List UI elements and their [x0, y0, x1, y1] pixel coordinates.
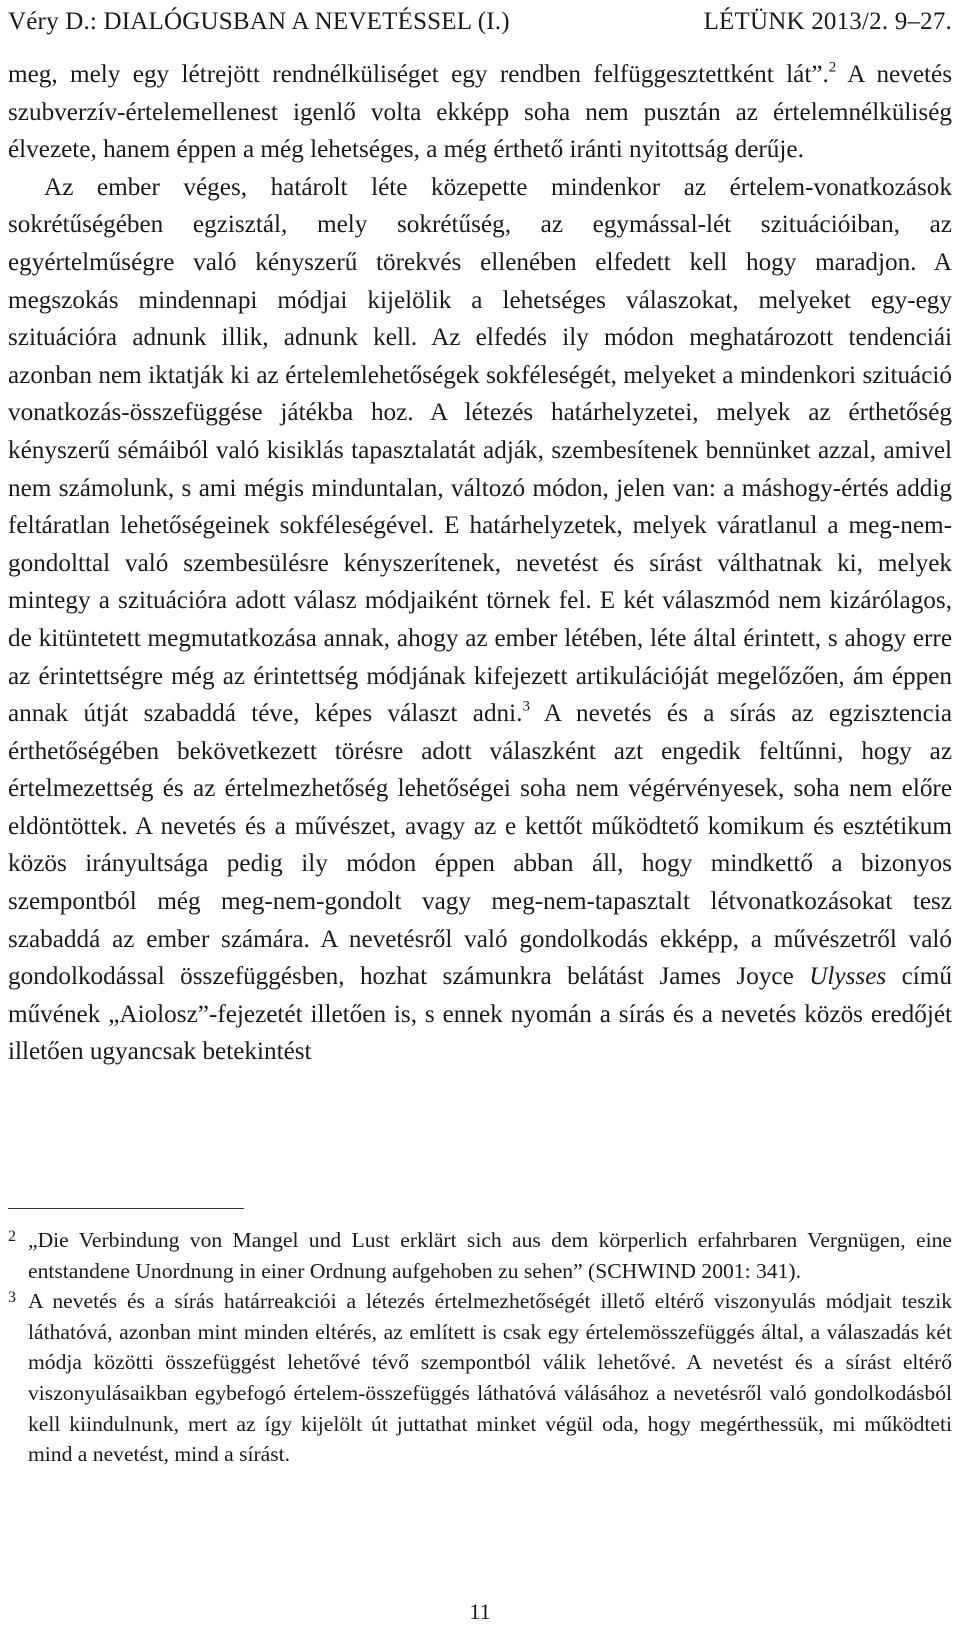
paragraph-text: A nevetés szubverzív-értelemellenest igenlő volta ekképp soha nem pusztán az értelemnélküliség élvezete, hanem éppen a még lehetséges, a még érthető iránti nyitottság derűje. — [8, 61, 952, 164]
footnote-3 — [8, 1286, 952, 1470]
running-head-journal-citation: LÉTÜNK 2013/2. 9–27. — [703, 8, 952, 35]
book-title-italic: Ulysses — [809, 963, 887, 991]
paragraph-text: meg, mely egy létrejött rendnélküliséget egy rendben felfüggesztettként lát”. — [8, 61, 829, 88]
footnote-text: A nevetés és a sírás határreakciói a létezés értelmezhetőségét illető eltérő viszonyulás módjait teszik láthatóvá, azonban mint minden eltérés, az említett is csak egy értelemösszefüggés által, a válaszadás két módja közötti összefüggést lehetővé tévő szempontból válik lehetővé. A nevetést és a sírást eltérő viszonyulásaikban egybefogó értelem-összefüggés láthatóvá válásához a nevetésről való gondolkodásból kell kiindulnunk, mert az így kijelölt út juttathat minket végül oda, hogy megérthessük, mi működteti mind a nevetést, mind a sírást. — [28, 1289, 952, 1467]
paragraph-continued — [8, 56, 952, 169]
running-head-author-title: Véry D.: DIALÓGUSBAN A NEVETÉSSEL (I.) — [8, 8, 510, 35]
footnotes — [8, 1225, 952, 1470]
paragraph — [8, 169, 952, 1071]
footnote-number: 2 — [8, 1228, 16, 1245]
footnote-ref-3: 3 — [522, 698, 530, 715]
footnote-2 — [8, 1225, 952, 1286]
body-text — [8, 56, 952, 1071]
page-number: 11 — [469, 1599, 491, 1624]
paragraph-text: Az ember véges, határolt léte közepette mindenkor az értelem-vonatkozások sokrétűségében egzisztál, mely sokrétűség, az egymással-lét szituációiban, az egyértelműségre való kényszerű törekvés ellenében elfedett kell hogy maradjon. A megszokás mindennapi módjai kijelölik a lehetséges válaszokat, melyeket egy-egy szituációra adnunk illik, adnunk kell. Az elfedés ily módon meghatározott tendenciái azonban nem iktatják ki az értelemlehetőségek sokféleségét, melyeket a mindenkori szituáció vonatkozás-összefüggése játékba hoz. A létezés határhelyzetei, melyek az érthetőség kényszerű sémáiból való kisiklás tapasztalatát adják, szembesítenek bennünket azzal, amivel nem számolunk, s ami mégis minduntalan, változó módon, jelen van: a máshogy-értés addig feltáratlan lehetőségeinek sokféleségével. E határhelyzetek, melyek váratlanul a meg-nem-gondolttal való szembesülésre kényszerítenek, nevetést és sírást válthatnak ki, melyek mintegy a szituációra adott válasz módjaiként törnek fel. E két válaszmód nem kizárólagos, de kitüntetett megmutatkozása annak, ahogy az ember létében, léte által érintett, s ahogy erre az érintettségre még az érintettség módjának kifejezett artikulációját megelőzően, ám éppen annak útját szabaddá téve, képes választ adni. — [8, 173, 952, 728]
footnote-separator — [8, 1208, 244, 1209]
footnote-text: „Die Verbindung von Mangel und Lust erklärt sich aus dem körperlich erfahrbaren Vergnügen, eine entstandene Unordnung in einer Ordnung aufgehoben zu sehen” (SCHWIND 2001: 341). — [28, 1228, 952, 1283]
paragraph-text: című művének „Aiolosz”-fejezetét illetően is, s ennek nyomán a sírás és a nevetés közös eredőjét illetően ugyancsak betekintést — [8, 963, 952, 1066]
running-head — [8, 4, 952, 40]
paragraph-text: A nevetés és a sírás az egzisztencia érthetőségében bekövetkezett törésre adott válaszként azt engedik feltűnni, hogy az értelmezettség és az értelmezhetőség lehetőségei soha nem végérvényesek, soha nem előre eldöntöttek. A nevetés és a művészet, avagy az e kettőt működtető komikum és esztétikum közös irányultsága pedig ily módon éppen abban áll, hogy mindkettő a bizonyos szempontból még meg-nem-gondolt vagy meg-nem-tapasztalt létvonatkozásokat tesz szabaddá az ember számára. A nevetésről való gondolkodás ekképp, a művészetről való gondolkodással összefüggésben, hozhat számunkra belátást James Joyce — [8, 700, 952, 991]
footnote-number: 3 — [8, 1289, 16, 1307]
footnote-ref-2: 2 — [828, 59, 837, 76]
